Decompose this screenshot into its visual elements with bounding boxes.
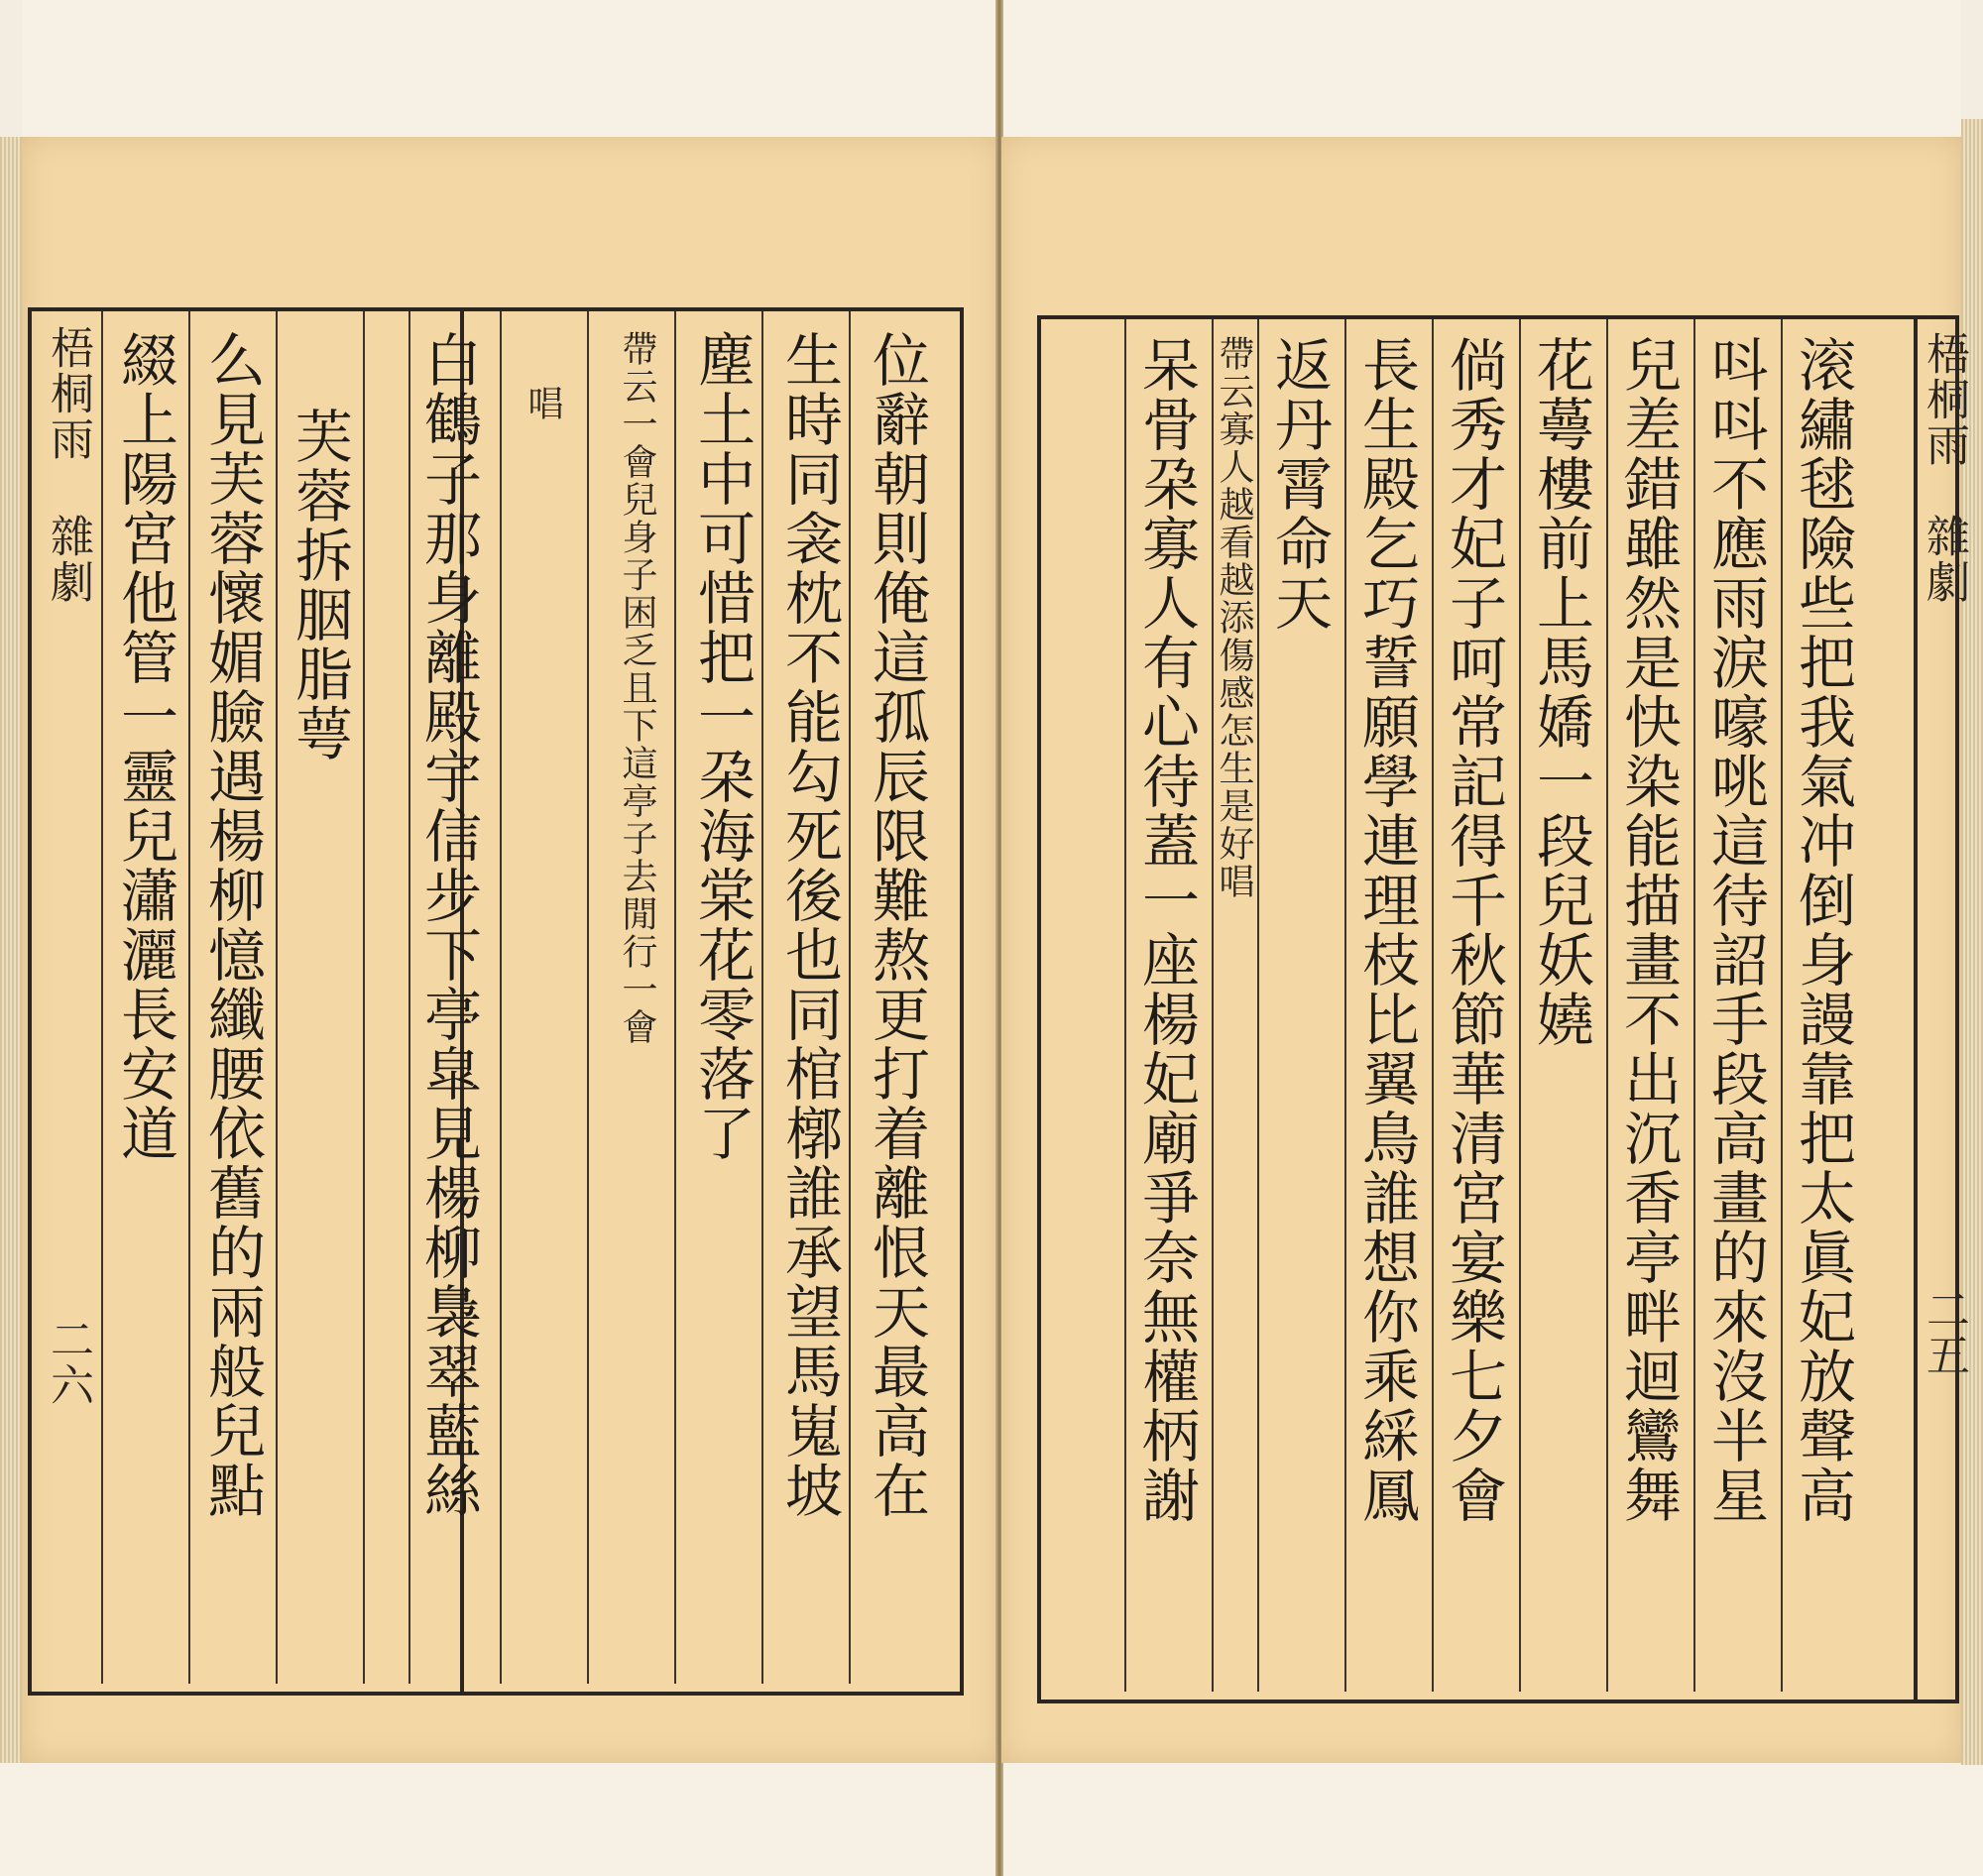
column-rule [101,311,103,1684]
margin-title: 梧桐雨 [43,325,93,462]
column-rule [587,311,589,1684]
column-rule [276,311,278,1684]
margin-section: 雜劇 [43,514,93,605]
margin-title: 梧桐雨 [1919,331,1969,468]
margin-folio: 二六 [43,1317,93,1408]
text-column: 返丹霄命天 [1265,335,1333,633]
stage-direction: 唱 [523,385,563,422]
text-column: 綴上陽宮他管一靈兒瀟灑長安道 [111,330,178,1163]
stage-direction: 帶云寡人越看越添傷感怎生是好唱 [1214,335,1254,900]
column-rule [1519,319,1521,1692]
top-flyleaf-right [1003,0,1961,139]
left-page [22,137,998,1763]
column-rule [363,311,365,1684]
text-column: 滚繡毬險些把我氣冲倒身謾靠把太眞妃放聲高 [1789,335,1856,1525]
stage-direction: 帶云一會兒身子困乏且下這亭子去閒行一會 [617,330,657,1046]
column-rule [1124,319,1126,1692]
margin-section: 雜劇 [1919,514,1969,605]
top-flyleaf-left [22,0,995,139]
column-rule [188,311,190,1684]
text-column: 呌呌不應雨淚嚎咷這待詔手段高畫的來沒半星 [1701,335,1769,1525]
text-column: 倘秀才妃子呵常記得千秋節華清宮宴樂七夕會 [1440,335,1507,1525]
text-column: 生時同衾枕不能勾死後也同棺槨誰承望馬嵬坡 [775,330,843,1520]
right-page [1001,137,1969,1763]
text-column: 呆骨朶寡人有心待蓋一座楊妃廟爭奈無權柄謝 [1132,335,1200,1525]
text-column: 白鶴子那身離殿宇信步下亭皐見楊柳裊翠藍絲 [414,330,482,1520]
column-rule [1344,319,1346,1692]
column-rule [1781,319,1783,1692]
text-column: 兒差錯雖然是快染能描畫不出沉香亭畔迴鸞舞 [1614,335,1682,1525]
text-column: 花蕚樓前上馬嬌一段兒妖嬈 [1527,335,1594,1049]
column-rule [1257,319,1259,1692]
column-rule [674,311,676,1684]
text-column: 么見芙蓉懷媚臉遇楊柳憶纖腰依舊的兩般兒點 [198,330,266,1520]
text-column: 位辭朝則俺這孤辰限難熬更打着離恨天最高在 [863,330,930,1520]
column-rule [500,311,502,1684]
page-edges-left [0,137,22,1763]
column-rule [1432,319,1434,1692]
column-rule [849,311,851,1684]
column-rule [761,311,763,1684]
text-column: 塵土中可惜把一朶海棠花零落了 [688,330,756,1163]
column-rule [1606,319,1608,1692]
bottom-flyleaf-right [1003,1763,1983,1876]
text-column: 芙蓉拆胭脂萼 [286,407,353,763]
column-rule [408,311,410,1684]
margin-folio: 二五 [1919,1287,1969,1378]
text-column: 長生殿乞巧誓願學連理枝比翼鳥誰想你乘綵鳳 [1352,335,1420,1525]
bottom-flyleaf-left [0,1763,995,1876]
column-rule [1693,319,1695,1692]
